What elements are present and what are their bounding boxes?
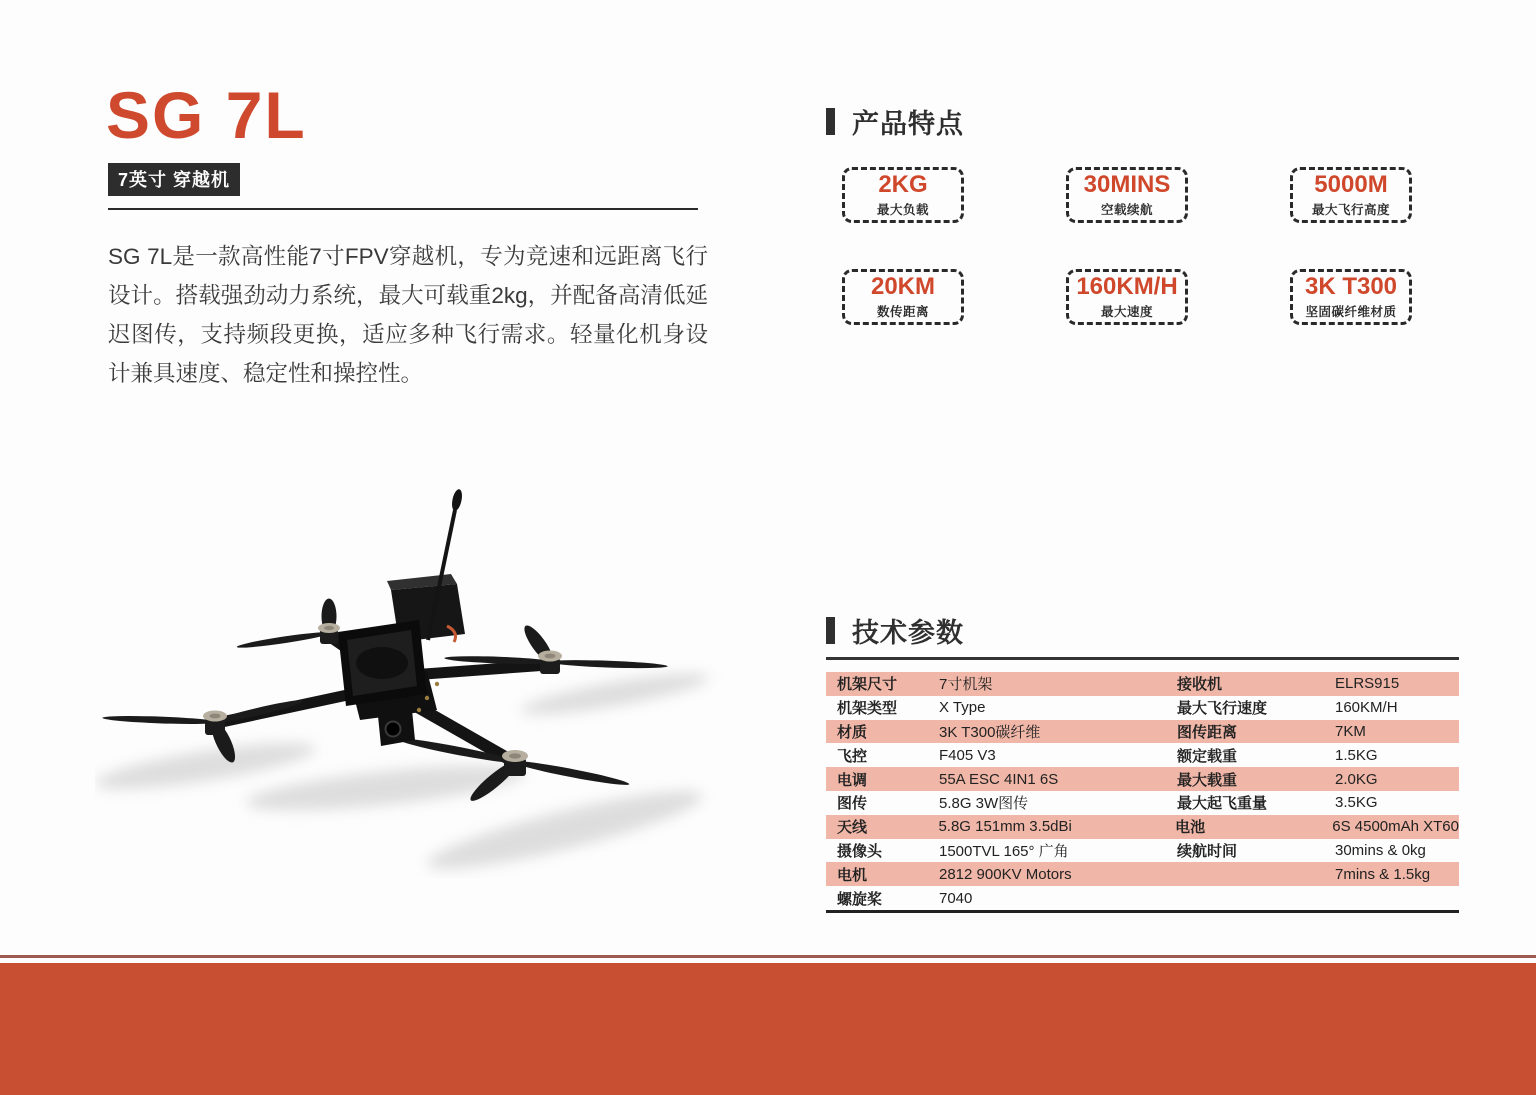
spec-label: 图传 (837, 795, 868, 813)
features-heading-text: 产品特点 (852, 109, 964, 139)
features-heading (826, 102, 964, 141)
feature-card-endurance (1066, 167, 1188, 223)
feature-value: 5000M (1314, 171, 1388, 199)
page-title: SG 7L (106, 78, 307, 152)
spec-value: 7KM (1335, 722, 1366, 740)
spec-row (826, 720, 1459, 744)
spec-value: 3K T300碳纤维 (939, 723, 1041, 741)
feature-label: 最大飞行高度 (1311, 202, 1390, 217)
spec-label: 机架类型 (837, 700, 898, 718)
feature-value: 20KM (870, 273, 936, 301)
spec-label: 额定载重 (1177, 747, 1238, 765)
feature-card-material (1290, 269, 1412, 325)
specs-heading-text: 技术参数 (852, 618, 964, 648)
specs-divider-top (826, 657, 1459, 660)
spec-row (826, 862, 1459, 886)
spec-row (826, 839, 1459, 863)
spec-label: 最大载重 (1177, 771, 1238, 789)
spec-label: 螺旋桨 (837, 890, 883, 908)
spec-row (826, 767, 1459, 791)
feature-grid (842, 167, 1412, 325)
spec-label: 图传距离 (1177, 723, 1238, 741)
feature-label: 坚固碳纤维材质 (1305, 304, 1397, 319)
spec-label: 电机 (837, 866, 868, 884)
spec-value: F405 V3 (939, 746, 996, 764)
feature-value: 2KG (878, 171, 928, 199)
title-divider (108, 208, 698, 210)
feature-label: 空载续航 (1100, 202, 1153, 217)
spec-value: 3.5KG (1335, 794, 1378, 812)
feature-label: 最大负载 (876, 202, 929, 217)
specs-divider-bottom (826, 910, 1459, 913)
drone-illustration (95, 448, 745, 878)
spec-label: 材质 (837, 723, 868, 741)
spec-row (826, 672, 1459, 696)
spec-value: 30mins & 0kg (1335, 841, 1426, 859)
spec-value: 1500TVL 165° 广角 (939, 842, 1069, 860)
feature-card-telemetry-range (842, 269, 964, 325)
spec-value: 2.0KG (1335, 770, 1378, 788)
spec-row (826, 886, 1459, 910)
spec-row (826, 696, 1459, 720)
feature-card-payload (842, 167, 964, 223)
spec-label: 机架尺寸 (837, 676, 898, 694)
spec-value: 6S 4500mAh XT60 (1332, 818, 1459, 836)
spec-value: 7寸机架 (939, 676, 993, 694)
spec-value: ELRS915 (1335, 675, 1400, 693)
spec-label: 续航时间 (1177, 842, 1238, 860)
heading-bar-icon (826, 617, 835, 644)
feature-value: 3K T300 (1304, 273, 1398, 301)
specs-heading (826, 611, 964, 650)
footer-red-bar (0, 963, 1536, 1095)
spec-row (826, 791, 1459, 815)
feature-value: 30MINS (1083, 171, 1171, 199)
feature-card-speed (1066, 269, 1188, 325)
spec-label: 天线 (837, 819, 868, 837)
spec-label: 接收机 (1177, 676, 1223, 694)
spec-label: 飞控 (837, 747, 868, 765)
spec-table (826, 672, 1459, 910)
spec-row (826, 815, 1459, 839)
spec-value: 160KM/H (1335, 699, 1398, 717)
product-type-badge: 7英寸 穿越机 (108, 163, 240, 196)
spec-label: 电池 (1175, 819, 1206, 837)
spec-value: X Type (939, 699, 986, 717)
product-description: SG 7L是一款高性能7寸FPV穿越机，专为竞速和远距离飞行设计。搭载强劲动力系统，最大可载重2kg，并配备高清低延迟图传，支持频段更换，适应多种飞行需求。轻量化机身设计兼具速度、稳定性和操控性。 (108, 244, 708, 386)
spec-label: 摄像头 (837, 842, 883, 860)
drone-image (95, 448, 745, 878)
feature-label: 数传距离 (876, 304, 929, 319)
feature-card-altitude (1290, 167, 1412, 223)
spec-value: 5.8G 3W图传 (939, 795, 1029, 813)
spec-label: 最大起飞重量 (1177, 795, 1268, 813)
spec-value: 7040 (939, 889, 973, 907)
spec-row (826, 743, 1459, 767)
spec-value: 7mins & 1.5kg (1335, 865, 1431, 883)
feature-label: 最大速度 (1100, 304, 1153, 319)
spec-value: 1.5KG (1335, 746, 1378, 764)
spec-value: 2812 900KV Motors (939, 865, 1072, 883)
footer-thin-line (0, 955, 1536, 958)
feature-value: 160KM/H (1076, 273, 1178, 301)
spec-label: 最大飞行速度 (1177, 700, 1268, 718)
heading-bar-icon (826, 108, 835, 135)
spec-value: 5.8G 151mm 3.5dBi (938, 818, 1072, 836)
spec-value: 55A ESC 4IN1 6S (939, 770, 1059, 788)
spec-label: 电调 (837, 771, 868, 789)
